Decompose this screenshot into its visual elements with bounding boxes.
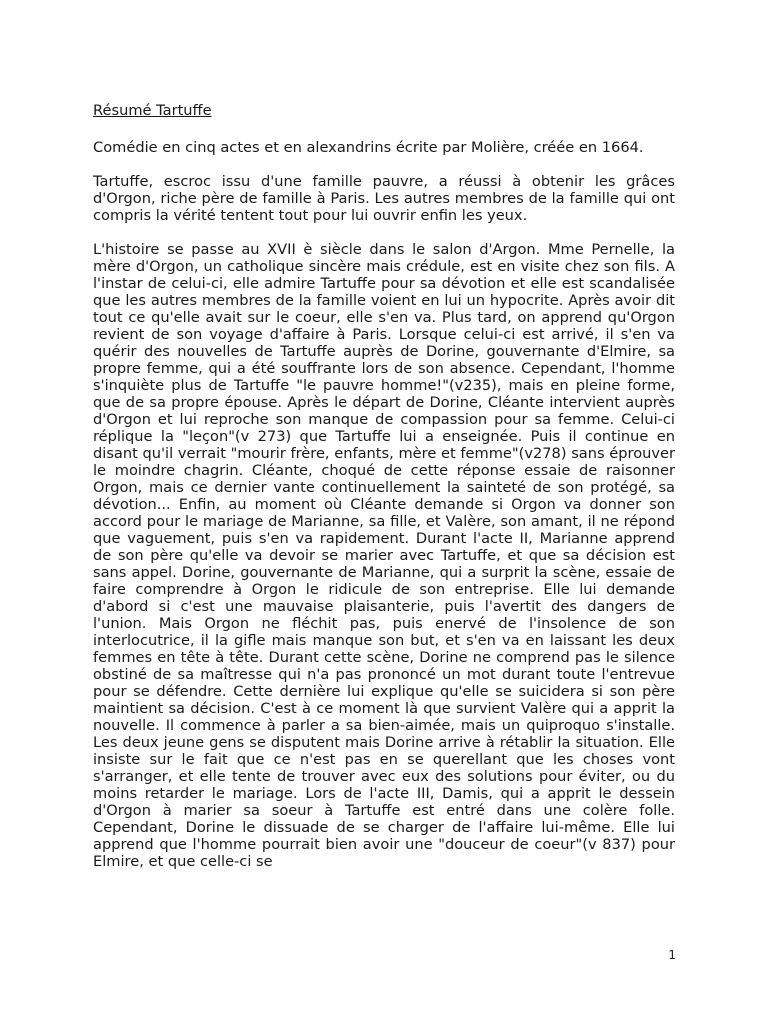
paragraph-plot: L'histoire se passe au XVII è siècle dans le salon d'Argon. Mme Pernelle, la mère d'Orgon, un catholique sincère mais crédule, est en visite chez son fils. A l'instar de celui-ci, elle admire Tartuffe pour sa dévotion et elle est scandalisée que les autres membres de la famille voient en lui un hypocrite. Après avoir dit tout ce qu'elle avait sur le coeur, elle s'en va. Plus tard, on apprend qu'Orgon revient de son voyage d'affaire à Paris. Lorsque celui-ci est arrivé, il s'en va quérir des nouvelles de Tartuffe auprès de Dorine, gouvernante d'Elmire, sa propre femme, qui a été souffrante lors de son absence. Cependant, l'homme s'inquiète plus de Tartuffe "le pauvre homme!"(v235), mais en pleine forme, que de sa propre épouse. Après le départ de Dorine, Cléante intervient auprès d'Orgon et lui reproche son manque de compassion pour sa femme. Celui-ci réplique la "leçon"(v 273) que Tartuffe lui a enseignée. Puis il continue en disant qu'il verrait "mourir frère, enfants, mère et femme"(v278) sans éprouver le moindre chagrin. Cléante, choqué de cette réponse essaie de raisonner Orgon, mais ce dernier vante continuellement la sainteté de son protégé, sa dévotion... Enfin, au moment où Cléante demande si Orgon va donner son accord pour le mariage de Marianne, sa fille, et Valère, son amant, il ne répond que vaguement, puis s'en va rapidement. Durant l'acte II, Marianne apprend de son père qu'elle va devoir se marier avec Tartuffe, et que sa décision est sans appel. Dorine, gouvernante de Marianne, qui a surprit la scène, essaie de faire comprendre à Orgon le ridicule de son entreprise. Elle lui demande d'abord si c'est une mauvaise plaisanterie, puis l'avertit des dangers de l'union. Mais Orgon ne fléchit pas, puis enervé de l'insolence de son interlocutrice, il la gifle mais manque son but, et s'en va en laissant les deux femmes en tête à tête. Durant cette scène, Dorine ne comprend pas le silence obstiné de sa maîtresse qui n'a pas prononcé un mot durant toute l'entrevue pour se défendre. Cette dernière lui explique qu'elle se suicidera si son père maintient sa décision. C'est à ce moment là que survient Valère qui a apprit la nouvelle. Il commence à parler a sa bien-aimée, mais un quiproquo s'installe. Les deux jeune gens se disputent mais Dorine arrive à rétablir la situation. Elle insiste sur le fait que ce n'est pas en se querellant que les choses vont s'arranger, et elle tente de trouver avec eux des solutions pour éviter, ou du moins retarder le mariage. Lors de l'acte III, Damis, qui a apprit le dessein d'Orgon à marier sa soeur à Tartuffe est entré dans une colère folle. Cependant, Dorine le dissuade de se charger de l'affaire lui-même. Elle lui apprend que l'homme pourrait bien avoir une "douceur de coeur"(v 837) pour Elmire, et que celle-ci se	[93, 241, 675, 870]
paragraph-summary: Tartuffe, escroc issu d'une famille pauvre, a réussi à obtenir les grâces d'Orgon, riche père de famille à Paris. Les autres membres de la famille qui ont compris la vérité tentent tout pour lui ouvrir enfin les yeux.	[93, 173, 675, 224]
page-number: 1	[668, 948, 676, 962]
document-title: Résumé Tartuffe	[93, 102, 212, 119]
paragraph-intro: Comédie en cinq actes et en alexandrins écrite par Molière, créée en 1664.	[93, 139, 644, 156]
document-page	[93, 102, 675, 887]
